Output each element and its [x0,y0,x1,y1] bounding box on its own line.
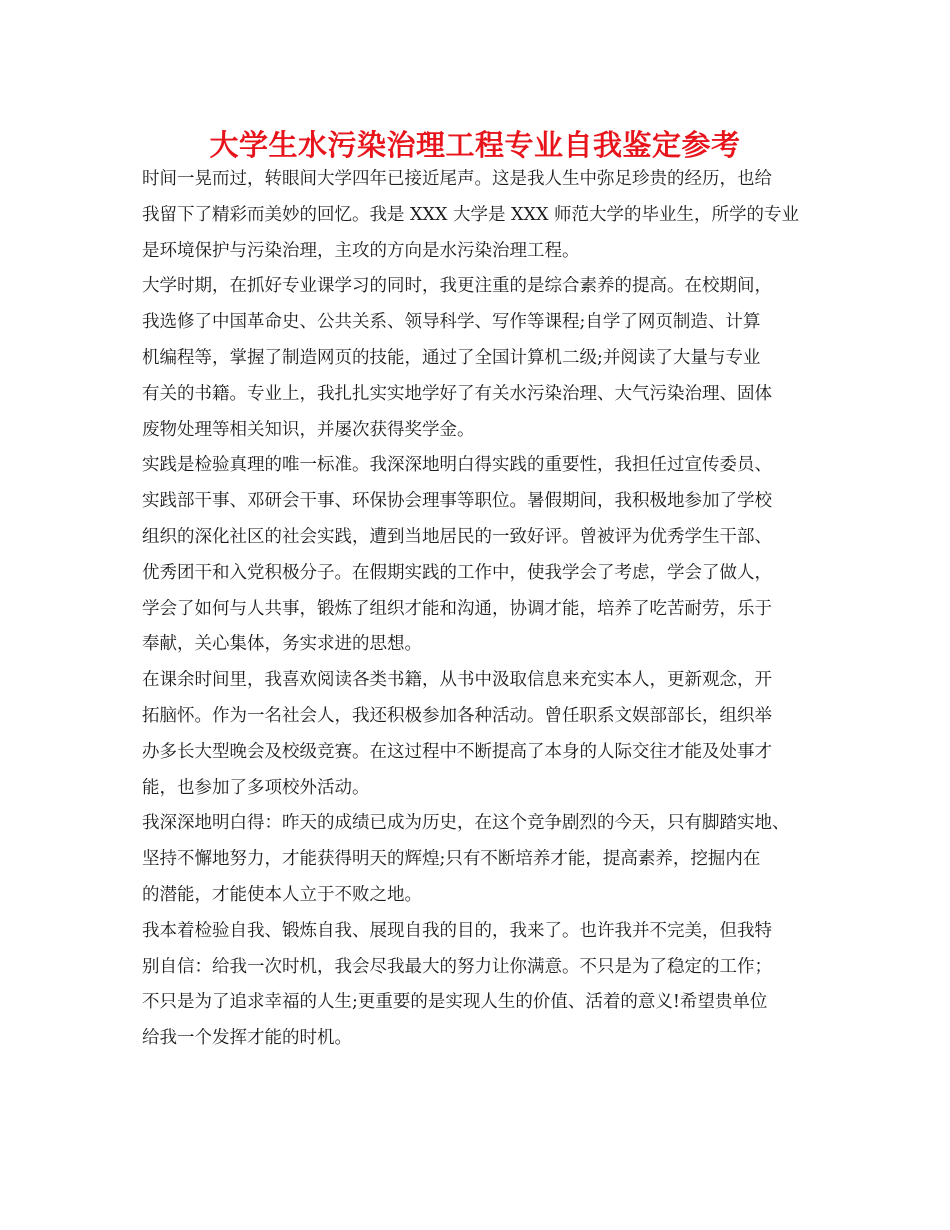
text-line: 学会了如何与人共事，锻炼了组织才能和沟通，协调才能，培养了吃苦耐劳，乐于 [142,598,772,619]
text-line: 我留下了精彩而美妙的回忆。我是 XXX 大学是 XXX 师范大学的毕业生，所学的专业 [142,204,799,225]
text-line: 不只是为了追求幸福的人生;更重要的是实现人生的价值、活着的意义!希望贵单位 [142,992,768,1013]
text-line: 别自信：给我一次时机，我会尽我最大的努力让你满意。不只是为了稳定的工作； [142,956,772,977]
text-line: 我深深地明白得：昨天的成绩已成为历史，在这个竞争剧烈的今天，只有脚踏实地、 [142,813,790,834]
text-line: 组织的深化社区的社会实践，遭到当地居民的一致好评。曾被评为优秀学生干部、 [142,526,772,547]
text-line: 办多长大型晚会及校级竞赛。在这过程中不断提高了本身的人际交往才能及处事才 [142,741,772,762]
text-line: 大学时期，在抓好专业课学习的同时，我更注重的是综合素养的提高。在校期间， [142,276,772,297]
text-line: 在课余时间里，我喜欢阅读各类书籍，从书中汲取信息来充实本人，更新观念，开 [142,670,772,691]
text-line: 实践部干事、邓研会干事、环保协会理事等职位。暑假期间，我积极地参加了学校 [142,491,772,512]
text-line: 有关的书籍。专业上，我扎扎实实地学好了有关水污染治理、大气污染治理、固体 [142,383,772,404]
text-line: 我本着检验自我、锻炼自我、展现自我的目的，我来了。也许我并不完美，但我特 [142,920,772,941]
text-line: 优秀团干和入党积极分子。在假期实践的工作中，使我学会了考虑，学会了做人， [142,562,772,583]
text-line: 机编程等，掌握了制造网页的技能，通过了全国计算机二级;并阅读了大量与专业 [142,347,761,368]
text-line: 废物处理等相关知识，并屡次获得奖学金。 [142,419,475,440]
text-line: 实践是检验真理的唯一标准。我深深地明白得实践的重要性，我担任过宣传委员、 [142,455,772,476]
text-line: 我选修了中国革命史、公共关系、领导科学、写作等课程;自学了网页制造、计算 [142,312,761,333]
text-line: 奉献，关心集体，务实求进的思想。 [142,634,422,655]
text-line: 的潜能，才能使本人立于不败之地。 [142,884,422,905]
text-line: 坚持不懈地努力，才能获得明天的辉煌;只有不断培养才能，提高素养，挖掘内在 [142,849,761,870]
text-line: 给我一个发挥才能的时机。 [142,1028,352,1049]
text-line: 是环境保护与污染治理，主攻的方向是水污染治理工程。 [142,240,580,261]
text-line: 拓脑怀。作为一名社会人，我还积极参加各种活动。曾任职系文娱部部长，组织举 [142,705,772,726]
text-line: 能，也参加了多项校外活动。 [142,777,370,798]
text-line: 时间一晃而过，转眼间大学四年已接近尾声。这是我人生中弥足珍贵的经历，也给 [142,169,772,189]
document-body [142,162,832,1057]
document-title: 大学生水污染治理工程专业自我鉴定参考 [209,128,741,162]
